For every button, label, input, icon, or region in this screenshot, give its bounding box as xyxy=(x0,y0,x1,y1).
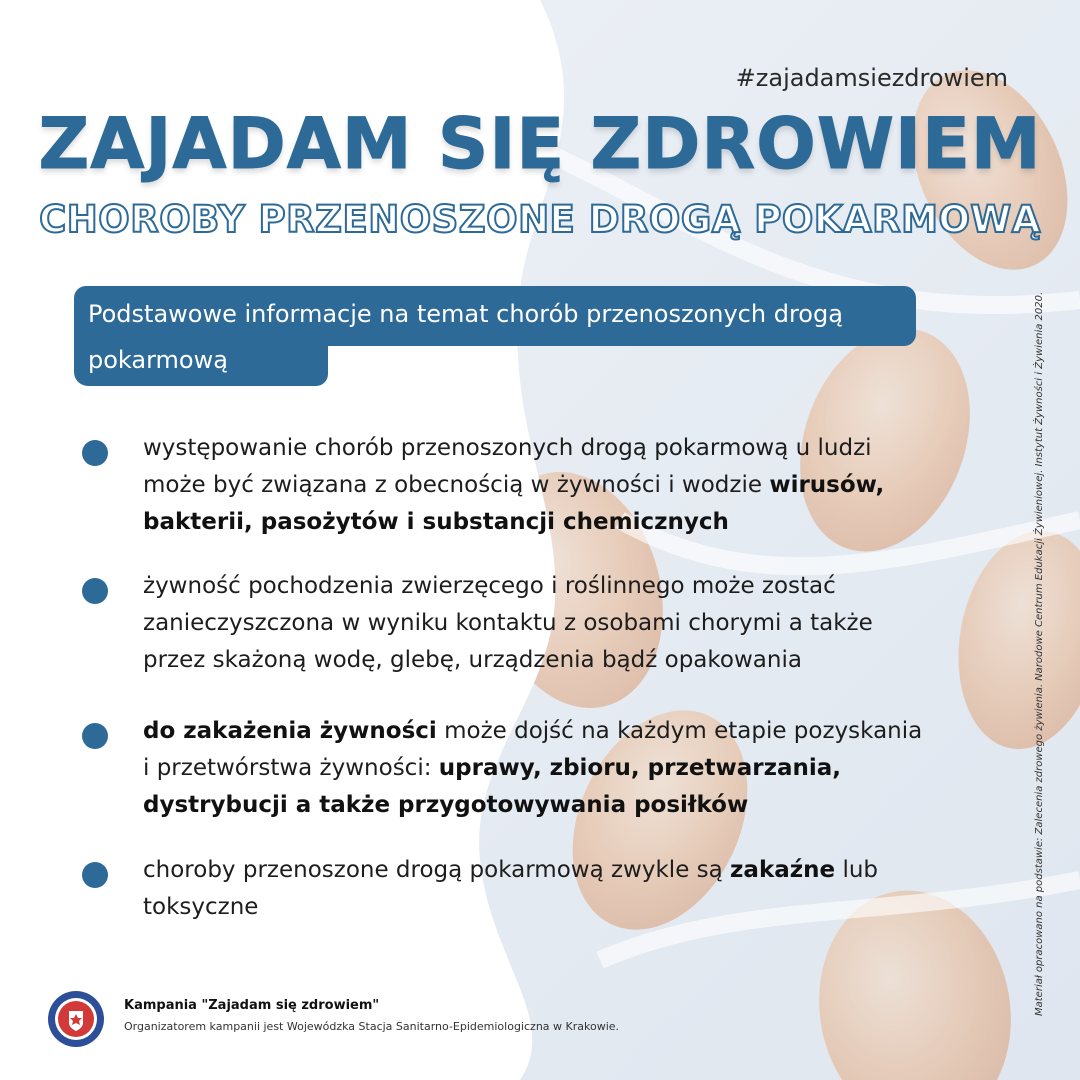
hashtag: #zajadamsiezdrowiem xyxy=(735,64,1008,92)
list-item-text xyxy=(143,852,933,926)
intro-line-1: Podstawowe informacje na temat chorób przenoszonych drogą xyxy=(88,300,843,328)
text-segment: choroby przenoszone drogą pokarmową zwykle są xyxy=(143,857,731,883)
bullet-dot-icon xyxy=(82,723,108,749)
text-segment: występowanie chorób przenoszonych drogą pokarmową u ludzi może być związana z obecnością w żywności i wodzie xyxy=(143,435,872,498)
list-item-text xyxy=(143,713,933,824)
bullet-dot-icon xyxy=(82,862,108,888)
list-item-text xyxy=(143,568,933,679)
bold-text-segment: do zakażenia żywności xyxy=(143,718,437,744)
page-title: ZAJADAM SIĘ ZDROWIEM xyxy=(38,103,1042,185)
intro-line-2: pokarmową xyxy=(88,346,228,374)
bold-text-segment: zakaźne xyxy=(730,857,836,883)
bold-text-segment: uprawy, zbioru, przetwarzania, dystrybucji a także przygotowywania posiłków xyxy=(143,755,842,818)
sanitary-inspection-logo xyxy=(47,990,105,1048)
footer-organizer: Organizatorem kampanii jest Wojewódzka Stacja Sanitarno-Epidemiologiczna w Krakowie. xyxy=(124,1020,620,1033)
text-segment: może dojść na każdym etapie pozyskania i przetwórstwa żywności: xyxy=(143,718,923,781)
page-subtitle: CHOROBY PRZENOSZONE DROGĄ POKARMOWĄ xyxy=(39,198,1041,241)
intro-banner xyxy=(74,286,916,386)
bold-text-segment: wirusów, bakterii, pasożytów i substancji chemicznych xyxy=(143,472,885,535)
list-item-text xyxy=(143,430,933,541)
bullet-dot-icon xyxy=(82,578,108,604)
source-note: Materiał opracowano na podstawie: Zalecenia zdrowego żywienia. Narodowe Centrum Edukacji Żywieniowej. Instytut Żywności i Żywienia 2020. xyxy=(1034,291,1045,1016)
text-segment: lub toksyczne xyxy=(143,857,879,920)
footer-campaign: Kampania "Zajadam się zdrowiem" xyxy=(124,998,380,1013)
bullet-dot-icon xyxy=(82,440,108,466)
text-segment: żywność pochodzenia zwierzęcego i roślinnego może zostać zanieczyszczona w wyniku kontaktu z osobami chorymi a także przez skażoną wodę, glebę, urządzenia bądź opakowania xyxy=(143,573,873,673)
